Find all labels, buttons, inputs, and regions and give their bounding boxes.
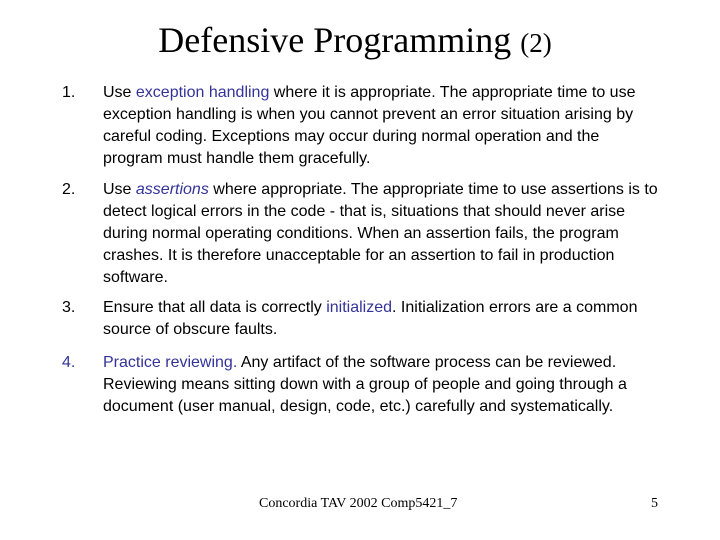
list-item-text <box>103 297 663 341</box>
list-item-text-before: Use <box>103 84 136 101</box>
list-item-number: 1. <box>62 84 76 101</box>
list-item-text-after: Any artifact of the software process can be reviewed. Reviewing means sitting down with a group of people and going through a document (user manual, design, code, etc.) carefully and systematically. <box>103 354 627 415</box>
list-item-text <box>103 82 663 170</box>
highlight-initialized: initialized <box>326 299 393 316</box>
list-item-number: 4. <box>62 354 76 371</box>
list-item-text <box>103 352 663 418</box>
list-item-text-before: Ensure that all data is correctly <box>103 299 327 316</box>
list-item-text <box>103 179 663 289</box>
list-item-text-before: Use <box>103 181 136 198</box>
list-item-text-after: where it is appropriate. The appropriate time to use exception handling is when you cannot prevent an error situation arising by careful coding. Exceptions may occur during normal operation and the program must handle them gracefully. <box>103 84 636 167</box>
list-item-text-after: where appropriate. The appropriate time to use assertions is to detect logical errors in the code - that is, situations that should never arise during normal operating conditions. When an assertion fails, the program crashes. It is therefore unacceptable for an assertion to fail in production software. <box>103 181 658 286</box>
highlight-assertions: assertions <box>135 181 209 198</box>
slide-title-main: Defensive Programming <box>158 20 512 60</box>
page-number: 5 <box>651 496 658 511</box>
highlight-practice-reviewing: Practice reviewing. <box>103 354 238 371</box>
slide-footer <box>0 494 720 516</box>
footer-text: Concordia TAV 2002 Comp5421_7 <box>259 496 458 511</box>
list-item-text-after: . Initialization errors are a common source of obscure faults. <box>103 299 638 338</box>
list-item-number: 3. <box>62 299 76 316</box>
list-item-number: 2. <box>62 181 76 198</box>
slide-title <box>0 18 710 65</box>
slide-title-suffix: (2) <box>520 28 552 58</box>
highlight-exception-handling: exception handling <box>135 84 270 101</box>
